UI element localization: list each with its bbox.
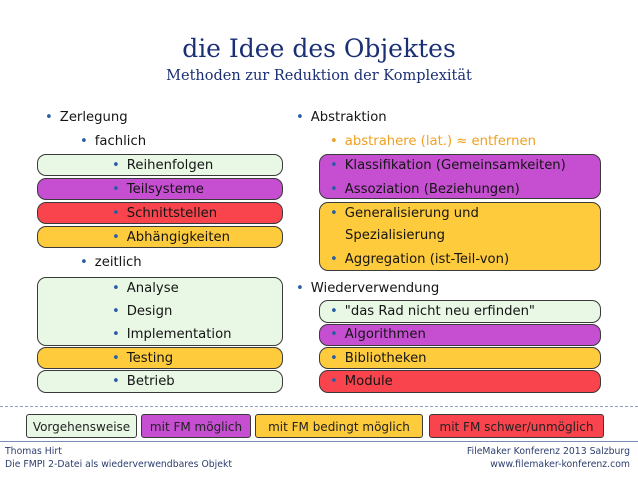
heading-wiederverwendung: • Wiederverwendung bbox=[296, 281, 440, 296]
bullet-icon: • bbox=[112, 304, 120, 319]
footer-author: Thomas Hirt bbox=[5, 446, 62, 457]
bullet-icon: • bbox=[80, 134, 88, 149]
list-item-abstrahere: • abstrahere (lat.) ≈ entfernen bbox=[330, 134, 536, 149]
list-item: • Algorithmen bbox=[330, 327, 426, 342]
bullet-icon: • bbox=[330, 351, 338, 366]
list-item: • Design bbox=[112, 304, 173, 319]
list-item: • Generalisierung und bbox=[330, 206, 479, 221]
sub-fachlich: • fachlich bbox=[80, 134, 147, 149]
bullet-icon: • bbox=[112, 206, 120, 221]
list-item: • Teilsysteme bbox=[112, 182, 204, 197]
footer-divider bbox=[0, 441, 638, 442]
bullet-icon: • bbox=[330, 252, 338, 267]
bullet-icon: • bbox=[330, 374, 338, 389]
footer-url: www.filemaker-konferenz.com bbox=[490, 459, 630, 470]
legend-mit-fm-moeglich: mit FM möglich bbox=[141, 414, 251, 438]
list-item: • Bibliotheken bbox=[330, 351, 427, 366]
list-item: • Klassifikation (Gemeinsamkeiten) bbox=[330, 158, 566, 173]
list-item: • Assoziation (Beziehungen) bbox=[330, 182, 520, 197]
bullet-icon: • bbox=[330, 182, 338, 197]
list-item: • "das Rad nicht neu erfinden" bbox=[330, 304, 536, 319]
bullet-icon: • bbox=[330, 134, 338, 149]
bullet-icon: • bbox=[296, 281, 304, 296]
list-item: • Schnittstellen bbox=[112, 206, 218, 221]
bullet-icon: • bbox=[330, 327, 338, 342]
slide-title: die Idee des Objektes bbox=[182, 34, 456, 63]
footer-conference: FileMaker Konferenz 2013 Salzburg bbox=[466, 446, 630, 457]
bullet-icon: • bbox=[112, 327, 120, 342]
legend-mit-fm-schwer-unmoeglich: mit FM schwer/unmöglich bbox=[429, 414, 604, 438]
bullet-icon: • bbox=[296, 110, 304, 125]
list-item: • Implementation bbox=[112, 327, 232, 342]
sub-zeitlich: • zeitlich bbox=[80, 255, 142, 270]
footer-document: Die FMPI 2-Datei als wiederverwendbares Objekt bbox=[5, 459, 232, 470]
bullet-icon: • bbox=[112, 158, 120, 173]
list-item: • Analyse bbox=[112, 281, 179, 296]
bullet-icon: • bbox=[45, 110, 53, 125]
bullet-icon: • bbox=[330, 158, 338, 173]
bullet-icon: • bbox=[112, 182, 120, 197]
bullet-icon: • bbox=[80, 255, 88, 270]
list-item: • Betrieb bbox=[112, 374, 175, 389]
bullet-icon: • bbox=[330, 304, 338, 319]
bullet-icon: • bbox=[112, 281, 120, 296]
bullet-icon: • bbox=[112, 374, 120, 389]
legend-vorgehensweise: Vorgehensweise bbox=[26, 414, 137, 438]
list-item: • Reihenfolgen bbox=[112, 158, 214, 173]
list-item: • Abhängigkeiten bbox=[112, 230, 230, 245]
dashed-separator bbox=[0, 406, 638, 407]
bullet-icon: • bbox=[112, 351, 120, 366]
bullet-icon: • bbox=[112, 230, 120, 245]
list-item: • Module bbox=[330, 374, 393, 389]
slide-subtitle: Methoden zur Reduktion der Komplexität bbox=[166, 68, 472, 84]
legend-mit-fm-bedingt-moeglich: mit FM bedingt möglich bbox=[255, 414, 423, 438]
list-item-continuation: Spezialisierung bbox=[345, 228, 446, 243]
list-item: • Testing bbox=[112, 351, 174, 366]
list-item: • Aggregation (ist-Teil-von) bbox=[330, 252, 510, 267]
heading-abstraktion: • Abstraktion bbox=[296, 110, 387, 125]
heading-zerlegung: • Zerlegung bbox=[45, 110, 128, 125]
bullet-icon: • bbox=[330, 206, 338, 221]
